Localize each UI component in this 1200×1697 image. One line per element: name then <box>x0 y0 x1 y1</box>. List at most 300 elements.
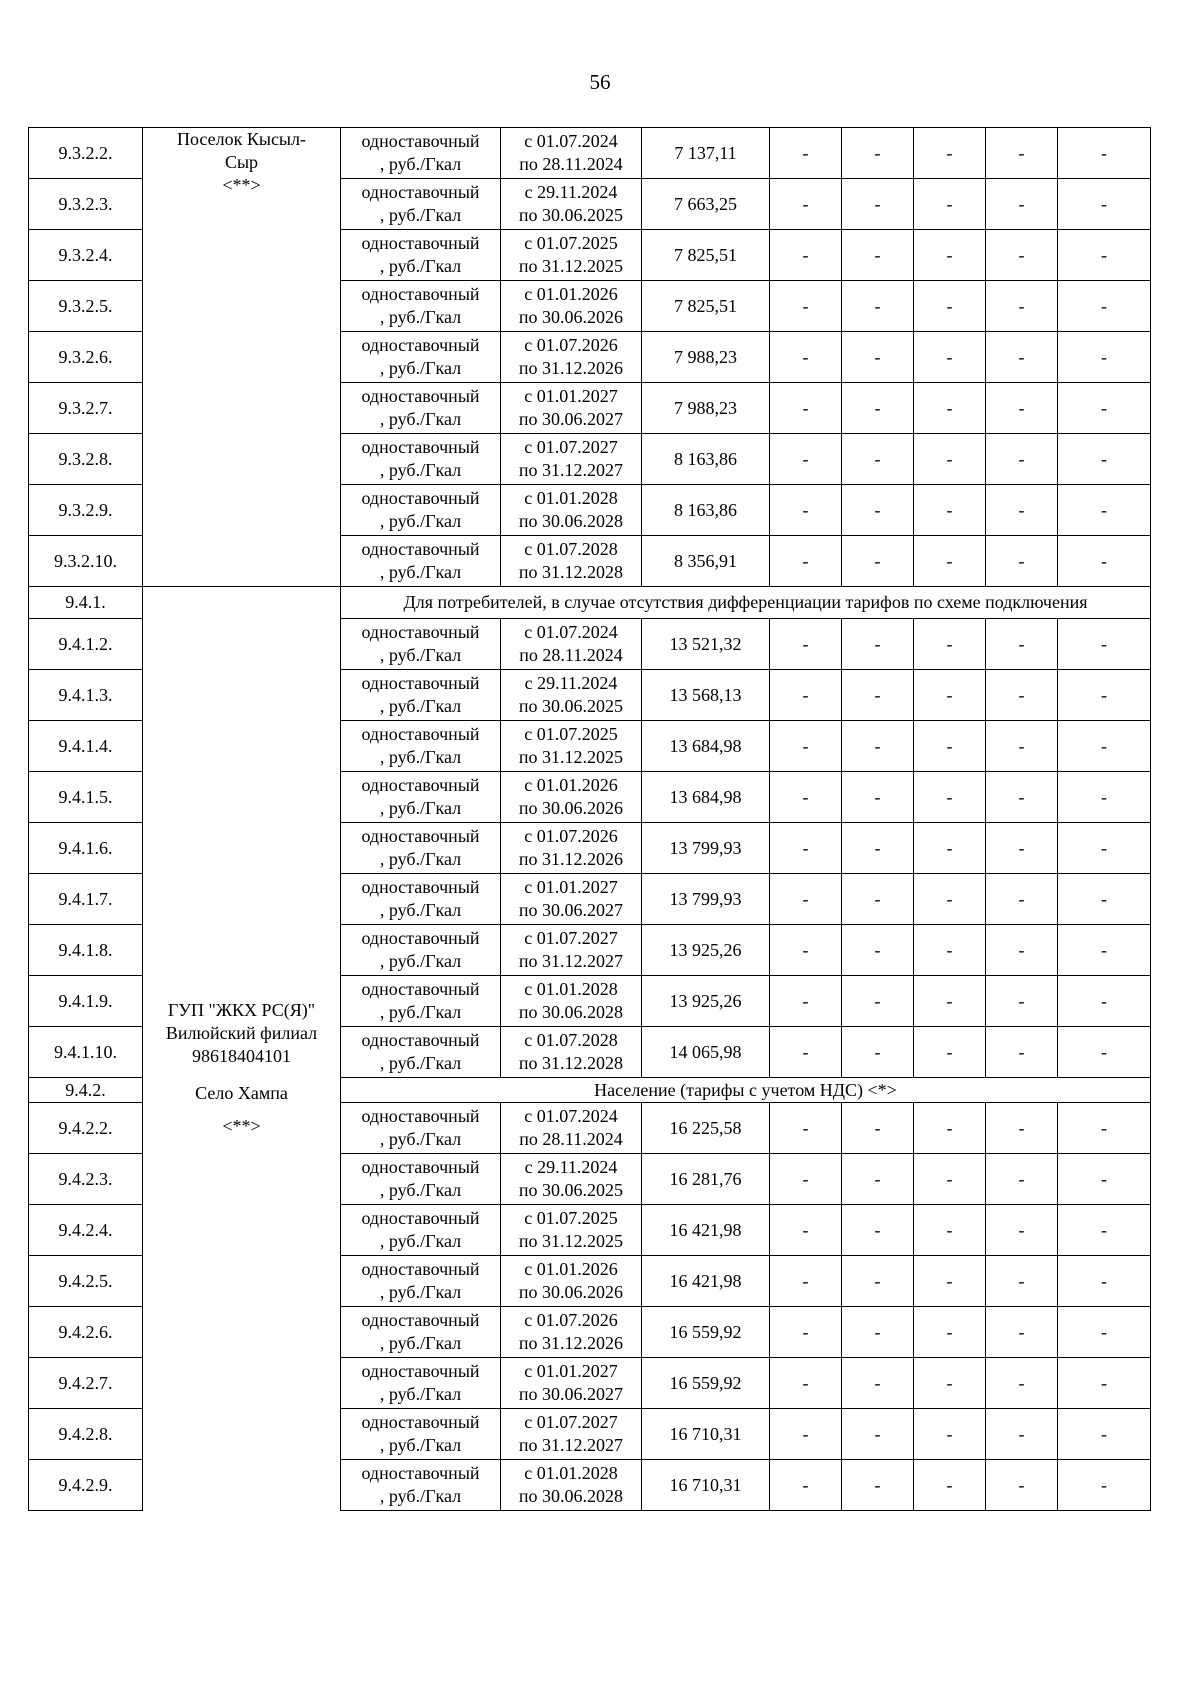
tariff-type-line2: , руб./Гкал <box>379 1129 462 1149</box>
tariff-period <box>501 485 642 536</box>
row-code: 9.4.1.5. <box>29 772 143 823</box>
tariff-type <box>341 925 501 976</box>
empty-value-cell: - <box>842 1103 914 1154</box>
tariff-type <box>341 485 501 536</box>
tariff-period <box>501 383 642 434</box>
empty-value-cell: - <box>770 874 842 925</box>
empty-value-cell: - <box>842 485 914 536</box>
row-code: 9.4.2.7. <box>29 1358 143 1409</box>
row-code: 9.3.2.2. <box>29 128 143 179</box>
tariff-type <box>341 1103 501 1154</box>
tariff-type-line1: одноставочный <box>361 539 480 559</box>
period-to: по 28.11.2024 <box>519 645 623 665</box>
period-to: по 31.12.2027 <box>518 460 624 480</box>
tariff-type-line2: , руб./Гкал <box>379 1282 462 1302</box>
empty-value-cell: - <box>1058 230 1151 281</box>
tariff-type <box>341 772 501 823</box>
empty-value-cell: - <box>842 1358 914 1409</box>
tariff-type-line2: , руб./Гкал <box>379 849 462 869</box>
empty-value-cell: - <box>770 670 842 721</box>
period-to: по 30.06.2025 <box>518 1180 624 1200</box>
empty-value-cell: - <box>770 1256 842 1307</box>
tariff-value: 13 925,26 <box>642 925 770 976</box>
settlement-cell <box>143 128 341 587</box>
empty-value-cell: - <box>842 823 914 874</box>
empty-value-cell: - <box>914 230 986 281</box>
empty-value-cell: - <box>1058 1027 1151 1078</box>
tariff-value: 7 663,25 <box>642 179 770 230</box>
empty-value-cell: - <box>986 281 1058 332</box>
empty-value-cell: - <box>986 925 1058 976</box>
empty-value-cell: - <box>842 128 914 179</box>
empty-value-cell: - <box>986 1103 1058 1154</box>
tariff-value: 13 799,93 <box>642 874 770 925</box>
row-code: 9.4.1.3. <box>29 670 143 721</box>
tariff-value: 13 684,98 <box>642 721 770 772</box>
tariff-period <box>501 230 642 281</box>
tariff-type-line1: одноставочный <box>361 826 480 846</box>
period-from: с 01.07.2024 <box>524 131 618 151</box>
tariff-value: 13 799,93 <box>642 823 770 874</box>
tariff-value: 7 137,11 <box>642 128 770 179</box>
tariff-type-line1: одноставочный <box>361 1310 480 1330</box>
empty-value-cell: - <box>1058 823 1151 874</box>
empty-value-cell: - <box>770 536 842 587</box>
empty-value-cell: - <box>770 823 842 874</box>
tariff-value: 13 521,32 <box>642 619 770 670</box>
tariff-value: 16 225,58 <box>642 1103 770 1154</box>
empty-value-cell: - <box>914 772 986 823</box>
organization-name: ГУП "ЖКХ РС(Я)" <box>167 1000 316 1020</box>
tariff-type <box>341 976 501 1027</box>
tariff-period <box>501 976 642 1027</box>
empty-value-cell: - <box>842 1256 914 1307</box>
period-from: с 29.11.2024 <box>524 673 618 693</box>
settlement-note: <**> <box>222 1116 261 1136</box>
empty-value-cell: - <box>986 670 1058 721</box>
tariff-type-line1: одноставочный <box>361 1208 480 1228</box>
tariff-period <box>501 1027 642 1078</box>
tariff-period <box>501 1460 642 1511</box>
section-row <box>29 587 1151 619</box>
empty-value-cell: - <box>986 485 1058 536</box>
row-code: 9.4.1.9. <box>29 976 143 1027</box>
tariff-value: 7 825,51 <box>642 230 770 281</box>
row-code: 9.4.1.6. <box>29 823 143 874</box>
empty-value-cell: - <box>1058 434 1151 485</box>
tariff-type-line1: одноставочный <box>361 233 480 253</box>
tariff-type <box>341 670 501 721</box>
period-to: по 30.06.2027 <box>518 409 624 429</box>
row-code: 9.4.2.9. <box>29 1460 143 1511</box>
tariff-type <box>341 874 501 925</box>
settlement-name-line2: Сыр <box>224 152 259 172</box>
empty-value-cell: - <box>842 1307 914 1358</box>
tariff-period <box>501 619 642 670</box>
tariff-period <box>501 1103 642 1154</box>
empty-value-cell: - <box>914 434 986 485</box>
period-to: по 30.06.2028 <box>518 1002 624 1022</box>
row-code: 9.4.1.2. <box>29 619 143 670</box>
settlement-name-line1: Поселок Кысыл- <box>176 129 307 149</box>
empty-value-cell: - <box>986 772 1058 823</box>
organization-cell <box>143 587 341 1511</box>
tariff-type <box>341 1205 501 1256</box>
tariff-type-line1: одноставочный <box>361 437 480 457</box>
tariff-type-line2: , руб./Гкал <box>379 511 462 531</box>
empty-value-cell: - <box>842 230 914 281</box>
tariff-value: 14 065,98 <box>642 1027 770 1078</box>
tariff-type-line2: , руб./Гкал <box>379 460 462 480</box>
period-from: с 01.01.2026 <box>524 1259 618 1279</box>
row-code: 9.4.2.5. <box>29 1256 143 1307</box>
tariff-type <box>341 721 501 772</box>
tariff-type <box>341 1154 501 1205</box>
tariff-value: 8 163,86 <box>642 485 770 536</box>
tariff-value: 8 163,86 <box>642 434 770 485</box>
tariff-value: 16 281,76 <box>642 1154 770 1205</box>
empty-value-cell: - <box>914 1307 986 1358</box>
tariff-type-line2: , руб./Гкал <box>379 1002 462 1022</box>
empty-value-cell: - <box>770 281 842 332</box>
period-to: по 30.06.2027 <box>518 1384 624 1404</box>
row-code: 9.3.2.5. <box>29 281 143 332</box>
empty-value-cell: - <box>986 721 1058 772</box>
period-to: по 31.12.2025 <box>518 1231 624 1251</box>
period-to: по 31.12.2027 <box>518 1435 624 1455</box>
empty-value-cell: - <box>1058 772 1151 823</box>
tariff-type-line2: , руб./Гкал <box>379 1180 462 1200</box>
tariff-type <box>341 383 501 434</box>
tariff-type-line2: , руб./Гкал <box>379 747 462 767</box>
tariff-type-line1: одноставочный <box>361 1106 480 1126</box>
tariff-type <box>341 1256 501 1307</box>
period-from: с 01.01.2027 <box>524 386 618 406</box>
empty-value-cell: - <box>914 976 986 1027</box>
tariff-type-line2: , руб./Гкал <box>379 645 462 665</box>
empty-value-cell: - <box>770 1358 842 1409</box>
tariff-value: 16 710,31 <box>642 1409 770 1460</box>
empty-value-cell: - <box>842 976 914 1027</box>
tariff-type <box>341 128 501 179</box>
tariff-type-line2: , руб./Гкал <box>379 154 462 174</box>
tariff-table-body <box>29 128 1151 1511</box>
period-to: по 30.06.2027 <box>518 900 624 920</box>
empty-value-cell: - <box>986 1358 1058 1409</box>
empty-value-cell: - <box>842 772 914 823</box>
row-code: 9.4.1.8. <box>29 925 143 976</box>
tariff-type-line2: , руб./Гкал <box>379 1486 462 1506</box>
tariff-type <box>341 281 501 332</box>
tariff-type-line1: одноставочный <box>361 1030 480 1050</box>
tariff-type-line2: , руб./Гкал <box>379 409 462 429</box>
tariff-type-line1: одноставочный <box>361 928 480 948</box>
tariff-type <box>341 434 501 485</box>
tariff-type <box>341 1460 501 1511</box>
tariff-period <box>501 434 642 485</box>
tariff-type-line1: одноставочный <box>361 877 480 897</box>
empty-value-cell: - <box>914 874 986 925</box>
tariff-type-line2: , руб./Гкал <box>379 1231 462 1251</box>
tariff-value: 16 559,92 <box>642 1307 770 1358</box>
empty-value-cell: - <box>1058 485 1151 536</box>
empty-value-cell: - <box>986 536 1058 587</box>
tariff-type <box>341 823 501 874</box>
tariff-value: 8 356,91 <box>642 536 770 587</box>
empty-value-cell: - <box>986 1409 1058 1460</box>
organization-code: 98618404101 <box>192 1046 291 1066</box>
empty-value-cell: - <box>986 619 1058 670</box>
empty-value-cell: - <box>1058 874 1151 925</box>
empty-value-cell: - <box>770 1103 842 1154</box>
empty-value-cell: - <box>1058 1154 1151 1205</box>
tariff-type-line1: одноставочный <box>361 775 480 795</box>
empty-value-cell: - <box>914 179 986 230</box>
period-from: с 01.07.2028 <box>524 539 618 559</box>
empty-value-cell: - <box>986 230 1058 281</box>
empty-value-cell: - <box>1058 179 1151 230</box>
empty-value-cell: - <box>1058 1460 1151 1511</box>
tariff-value: 16 421,98 <box>642 1205 770 1256</box>
section-title: Для потребителей, в случае отсутствия дифференциации тарифов по схеме подключения <box>341 587 1151 619</box>
tariff-period <box>501 1358 642 1409</box>
tariff-type <box>341 179 501 230</box>
tariff-type-line1: одноставочный <box>361 131 480 151</box>
tariff-value: 16 559,92 <box>642 1358 770 1409</box>
period-to: по 31.12.2026 <box>518 849 624 869</box>
empty-value-cell: - <box>1058 1205 1151 1256</box>
empty-value-cell: - <box>770 1154 842 1205</box>
tariff-period <box>501 1154 642 1205</box>
period-to: по 30.06.2028 <box>518 511 624 531</box>
period-from: с 01.07.2027 <box>524 1412 618 1432</box>
period-from: с 01.07.2028 <box>524 1030 618 1050</box>
row-code: 9.4.2.6. <box>29 1307 143 1358</box>
tariff-value: 7 988,23 <box>642 332 770 383</box>
tariff-value: 13 925,26 <box>642 976 770 1027</box>
empty-value-cell: - <box>842 1027 914 1078</box>
empty-value-cell: - <box>842 332 914 383</box>
period-from: с 01.01.2028 <box>524 1463 618 1483</box>
empty-value-cell: - <box>986 1154 1058 1205</box>
tariff-type-line1: одноставочный <box>361 488 480 508</box>
empty-value-cell: - <box>770 230 842 281</box>
empty-value-cell: - <box>842 670 914 721</box>
page-number: 56 <box>589 70 611 94</box>
row-code: 9.3.2.9. <box>29 485 143 536</box>
period-from: с 01.07.2026 <box>524 1310 618 1330</box>
tariff-type-line2: , руб./Гкал <box>379 562 462 582</box>
tariff-type-line1: одноставочный <box>361 1157 480 1177</box>
row-code: 9.4.1.10. <box>29 1027 143 1078</box>
tariff-period <box>501 1307 642 1358</box>
empty-value-cell: - <box>914 281 986 332</box>
empty-value-cell: - <box>770 1205 842 1256</box>
tariff-type <box>341 1027 501 1078</box>
tariff-value: 7 825,51 <box>642 281 770 332</box>
section-title: Население (тарифы с учетом НДС) <*> <box>341 1078 1151 1103</box>
period-to: по 31.12.2027 <box>518 951 624 971</box>
period-to: по 30.06.2026 <box>518 798 624 818</box>
empty-value-cell: - <box>986 128 1058 179</box>
empty-value-cell: - <box>914 485 986 536</box>
tariff-type <box>341 1358 501 1409</box>
empty-value-cell: - <box>770 1460 842 1511</box>
empty-value-cell: - <box>770 1307 842 1358</box>
row-code: 9.4.1.7. <box>29 874 143 925</box>
period-from: с 29.11.2024 <box>524 1157 618 1177</box>
empty-value-cell: - <box>914 1409 986 1460</box>
empty-value-cell: - <box>914 1103 986 1154</box>
tariff-period <box>501 772 642 823</box>
empty-value-cell: - <box>914 619 986 670</box>
empty-value-cell: - <box>1058 976 1151 1027</box>
period-from: с 01.07.2026 <box>524 826 618 846</box>
empty-value-cell: - <box>770 179 842 230</box>
empty-value-cell: - <box>986 1460 1058 1511</box>
empty-value-cell: - <box>1058 1409 1151 1460</box>
empty-value-cell: - <box>914 383 986 434</box>
period-to: по 28.11.2024 <box>519 1129 623 1149</box>
row-code: 9.3.2.8. <box>29 434 143 485</box>
row-code: 9.3.2.6. <box>29 332 143 383</box>
tariff-type-line1: одноставочный <box>361 1259 480 1279</box>
row-code: 9.4.2.8. <box>29 1409 143 1460</box>
empty-value-cell: - <box>914 1205 986 1256</box>
empty-value-cell: - <box>842 619 914 670</box>
tariff-type-line2: , руб./Гкал <box>379 951 462 971</box>
empty-value-cell: - <box>770 721 842 772</box>
empty-value-cell: - <box>842 721 914 772</box>
row-code: 9.3.2.7. <box>29 383 143 434</box>
empty-value-cell: - <box>1058 1256 1151 1307</box>
empty-value-cell: - <box>842 874 914 925</box>
empty-value-cell: - <box>914 1460 986 1511</box>
tariff-type-line2: , руб./Гкал <box>379 1053 462 1073</box>
table-row <box>29 128 1151 179</box>
empty-value-cell: - <box>1058 925 1151 976</box>
tariff-type-line2: , руб./Гкал <box>379 900 462 920</box>
tariff-period <box>501 179 642 230</box>
tariff-period <box>501 1256 642 1307</box>
tariff-period <box>501 823 642 874</box>
row-code: 9.3.2.10. <box>29 536 143 587</box>
empty-value-cell: - <box>914 823 986 874</box>
empty-value-cell: - <box>1058 721 1151 772</box>
empty-value-cell: - <box>770 434 842 485</box>
tariff-type-line2: , руб./Гкал <box>379 1333 462 1353</box>
tariff-type-line1: одноставочный <box>361 673 480 693</box>
settlement-name: Село Хампа <box>195 1083 288 1103</box>
tariff-type-line2: , руб./Гкал <box>379 696 462 716</box>
empty-value-cell: - <box>1058 128 1151 179</box>
empty-value-cell: - <box>914 536 986 587</box>
period-to: по 31.12.2025 <box>518 256 624 276</box>
period-from: с 01.07.2025 <box>524 233 618 253</box>
empty-value-cell: - <box>1058 1103 1151 1154</box>
row-code: 9.4.2.3. <box>29 1154 143 1205</box>
tariff-period <box>501 721 642 772</box>
empty-value-cell: - <box>914 1256 986 1307</box>
empty-value-cell: - <box>914 128 986 179</box>
empty-value-cell: - <box>986 434 1058 485</box>
empty-value-cell: - <box>842 925 914 976</box>
empty-value-cell: - <box>770 1409 842 1460</box>
tariff-type-line1: одноставочный <box>361 284 480 304</box>
empty-value-cell: - <box>770 332 842 383</box>
empty-value-cell: - <box>914 1358 986 1409</box>
empty-value-cell: - <box>1058 1307 1151 1358</box>
tariff-type <box>341 619 501 670</box>
empty-value-cell: - <box>986 1027 1058 1078</box>
empty-value-cell: - <box>842 536 914 587</box>
row-code: 9.3.2.4. <box>29 230 143 281</box>
period-to: по 30.06.2026 <box>518 1282 624 1302</box>
empty-value-cell: - <box>770 976 842 1027</box>
empty-value-cell: - <box>1058 619 1151 670</box>
period-from: с 01.01.2026 <box>524 775 618 795</box>
tariff-period <box>501 281 642 332</box>
tariff-period <box>501 874 642 925</box>
empty-value-cell: - <box>986 976 1058 1027</box>
period-to: по 30.06.2028 <box>518 1486 624 1506</box>
empty-value-cell: - <box>1058 383 1151 434</box>
tariff-type-line1: одноставочный <box>361 1412 480 1432</box>
tariff-type-line1: одноставочный <box>361 386 480 406</box>
tariff-type-line1: одноставочный <box>361 622 480 642</box>
empty-value-cell: - <box>842 179 914 230</box>
tariff-type-line2: , руб./Гкал <box>379 1384 462 1404</box>
empty-value-cell: - <box>1058 670 1151 721</box>
empty-value-cell: - <box>986 383 1058 434</box>
empty-value-cell: - <box>770 925 842 976</box>
tariff-type-line1: одноставочный <box>361 1463 480 1483</box>
empty-value-cell: - <box>842 281 914 332</box>
empty-value-cell: - <box>914 925 986 976</box>
empty-value-cell: - <box>842 434 914 485</box>
period-from: с 01.07.2027 <box>524 928 618 948</box>
empty-value-cell: - <box>770 619 842 670</box>
period-from: с 01.07.2026 <box>524 335 618 355</box>
row-code: 9.4.2.4. <box>29 1205 143 1256</box>
period-to: по 30.06.2025 <box>518 696 624 716</box>
tariff-type-line2: , руб./Гкал <box>379 205 462 225</box>
period-to: по 31.12.2026 <box>518 1333 624 1353</box>
period-to: по 30.06.2026 <box>518 307 624 327</box>
tariff-type <box>341 230 501 281</box>
tariff-type <box>341 332 501 383</box>
empty-value-cell: - <box>914 670 986 721</box>
tariff-value: 16 421,98 <box>642 1256 770 1307</box>
empty-value-cell: - <box>914 721 986 772</box>
tariff-period <box>501 1409 642 1460</box>
tariff-type-line1: одноставочный <box>361 979 480 999</box>
tariff-type-line1: одноставочный <box>361 1361 480 1381</box>
settlement-note: <**> <box>222 175 261 195</box>
empty-value-cell: - <box>770 772 842 823</box>
empty-value-cell: - <box>986 179 1058 230</box>
period-from: с 01.01.2027 <box>524 1361 618 1381</box>
period-to: по 31.12.2028 <box>518 562 624 582</box>
period-to: по 30.06.2025 <box>518 205 624 225</box>
empty-value-cell: - <box>914 332 986 383</box>
empty-value-cell: - <box>914 1027 986 1078</box>
tariff-type-line1: одноставочный <box>361 182 480 202</box>
empty-value-cell: - <box>986 1307 1058 1358</box>
tariff-type-line1: одноставочный <box>361 724 480 744</box>
tariff-type <box>341 536 501 587</box>
tariff-type-line2: , руб./Гкал <box>379 1435 462 1455</box>
